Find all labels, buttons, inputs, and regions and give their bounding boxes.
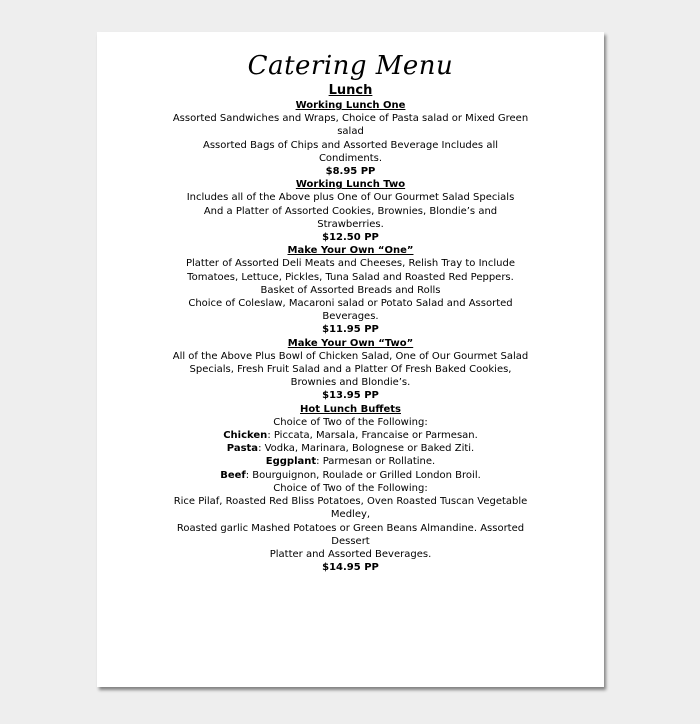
menu-line: Medley, (330, 509, 371, 521)
section-heading-lunch: Lunch (328, 83, 373, 98)
menu-line: Assorted Sandwiches and Wraps, Choice of Pasta salad or Mixed Green (172, 113, 529, 125)
working-lunch-one-heading: Working Lunch One (295, 100, 406, 111)
make-your-own-two-heading: Make Your Own “Two” (287, 337, 414, 349)
working-lunch-one-price: $8.95 PP (325, 166, 376, 178)
menu-line: Assorted Bags of Chips and Assorted Beverage Includes all (202, 139, 499, 151)
beef-label: Beef (220, 469, 246, 481)
menu-line: Includes all of the Above plus One of Our Gourmet Salad Specials (186, 192, 515, 204)
pasta-options (97, 442, 604, 455)
menu-line: Choice of Two of the Following: (273, 416, 428, 428)
menu-line: Choice of Two of the Following: (273, 482, 428, 494)
hot-lunch-buffets-price: $14.95 PP (322, 562, 379, 574)
menu-line: Platter and Assorted Beverages. (269, 548, 432, 560)
eggplant-label: Eggplant (265, 456, 317, 468)
menu-line: Condiments. (318, 152, 383, 164)
chicken-options (97, 429, 604, 442)
make-your-own-one-heading: Make Your Own “One” (287, 245, 414, 257)
menu-line: And a Platter of Assorted Cookies, Brownies, Blondie’s and (203, 205, 498, 217)
menu-line: Choice of Coleslaw, Macaroni salad or Potato Salad and Assorted (188, 298, 513, 310)
beef-options (97, 469, 604, 482)
working-lunch-two-heading: Working Lunch Two (295, 179, 406, 191)
chicken-label: Chicken (223, 430, 268, 442)
make-your-own-one-price: $11.95 PP (322, 324, 379, 336)
menu-line: Basket of Assorted Breads and Rolls (260, 284, 441, 296)
menu-line: Roasted garlic Mashed Potatoes or Green Beans Almandine. Assorted (176, 522, 525, 534)
menu-line: Dessert (331, 535, 370, 547)
pasta-text: : Vodka, Marinara, Bolognese or Baked Ziti. (258, 443, 475, 455)
pasta-label: Pasta (226, 443, 259, 455)
hot-lunch-buffets-heading: Hot Lunch Buffets (300, 403, 401, 415)
menu-line: All of the Above Plus Bowl of Chicken Salad, One of Our Gourmet Salad (172, 350, 529, 362)
menu-line: salad (337, 126, 364, 138)
chicken-text: : Piccata, Marsala, Francaise or Parmesan. (267, 430, 478, 442)
working-lunch-two-price: $12.50 PP (322, 232, 379, 244)
beef-text: : Bourguignon, Roulade or Grilled London Broil. (245, 469, 481, 481)
make-your-own-two-price: $13.95 PP (322, 390, 379, 402)
menu-line: Tomatoes, Lettuce, Pickles, Tuna Salad and Roasted Red Peppers. (187, 271, 514, 283)
menu-line: Beverages. (322, 311, 379, 323)
menu-body (97, 99, 604, 574)
eggplant-options (97, 455, 604, 468)
menu-line: Strawberries. (317, 218, 384, 230)
menu-page (97, 32, 604, 687)
menu-line: Brownies and Blondie’s. (290, 377, 411, 389)
menu-line: Rice Pilaf, Roasted Red Bliss Potatoes, Oven Roasted Tuscan Vegetable (173, 496, 528, 508)
menu-line: Specials, Fresh Fruit Salad and a Platter Of Fresh Baked Cookies, (189, 364, 512, 376)
eggplant-text: : Parmesan or Rollatine. (316, 456, 436, 468)
menu-title: Catering Menu (247, 51, 454, 81)
menu-line: Platter of Assorted Deli Meats and Cheeses, Relish Tray to Include (185, 258, 515, 270)
menu-content (97, 49, 604, 574)
